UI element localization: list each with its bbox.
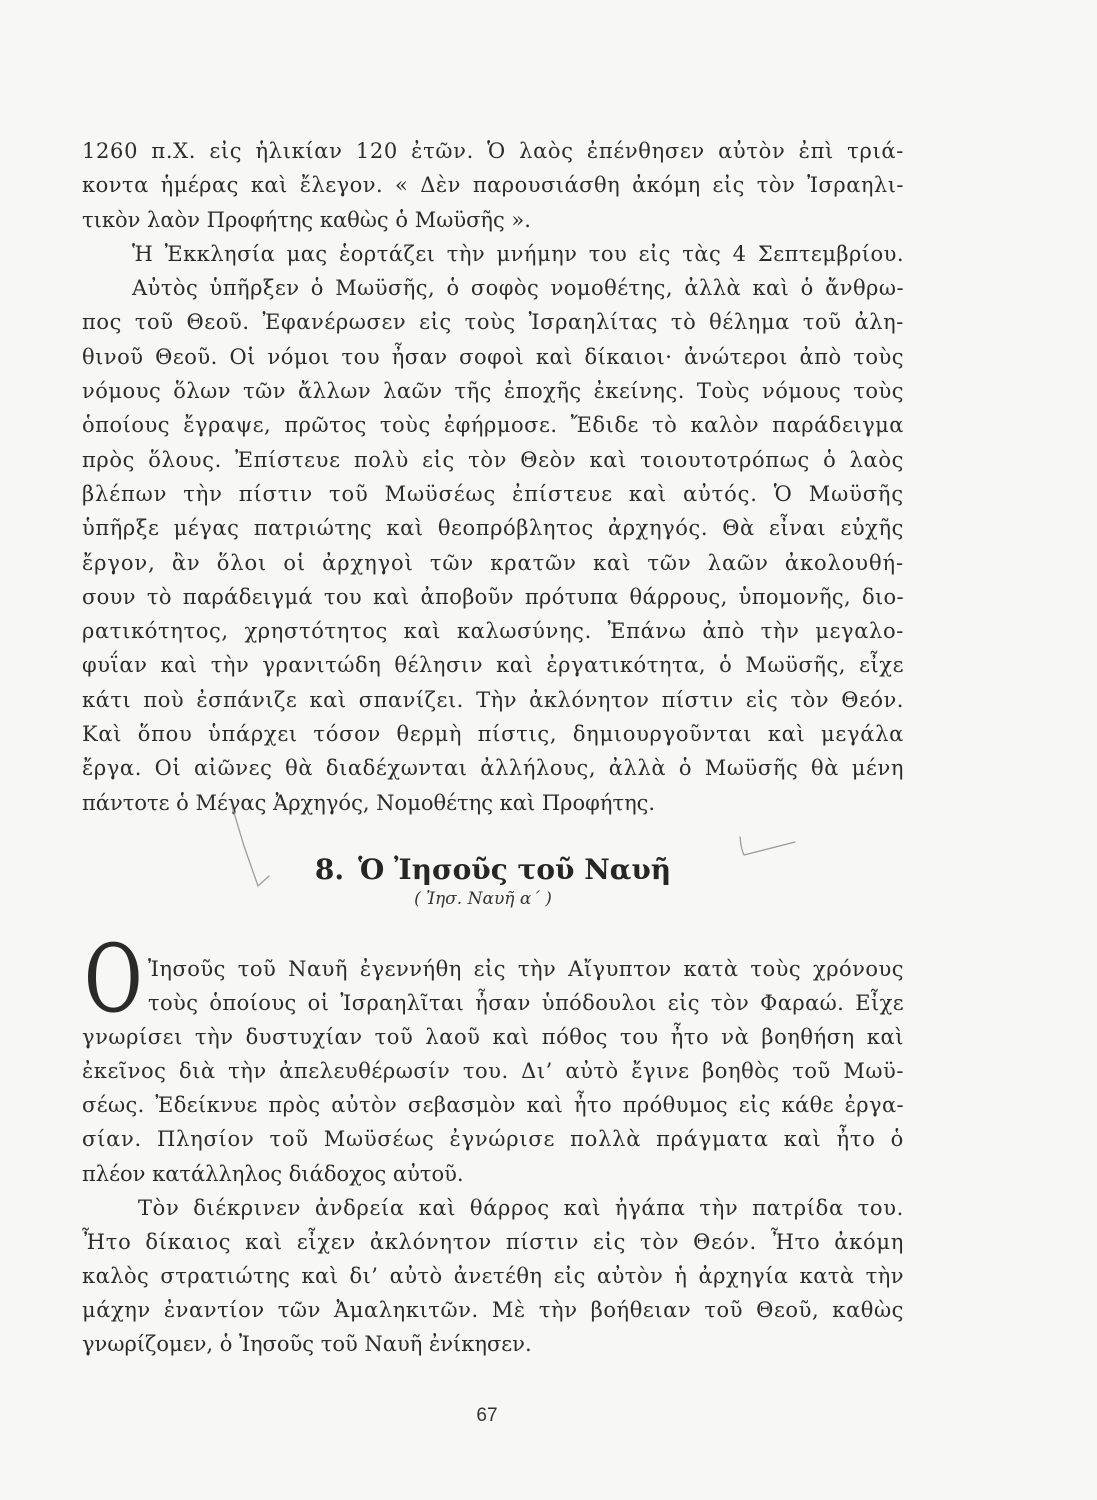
scripture-reference: ( Ἰησ. Ναυῆ α΄ ) [414,889,552,909]
chapter-number: 8. [314,853,345,886]
text-line: ἔργα. Οἱ αἰῶνες θὰ διαδέχωνται ἀλλήλους, ἀλλὰ ὁ Μωϋσῆς θὰ μένη [82,756,904,781]
text-line: γνωρίζομεν, ὁ Ἰησοῦς τοῦ Ναυῆ ἐνίκησεν. [82,1332,532,1357]
chapter-body-text [82,952,904,1361]
text-line: καλὸς στρατιώτης καὶ δι’ αὐτὸ ἀνετέθη εἰς αὐτὸν ἡ ἀρχηγία κατὰ τὴν [82,1263,904,1288]
text-line: πος τοῦ Θεοῦ. Ἐφανέρωσεν εἰς τοὺς Ἰσραηλίτας τὸ θέλημα τοῦ ἀλη- [82,310,904,335]
previous-section-text [82,134,904,820]
text-line: Αὐτὸς ὑπῆρξεν ὁ Μωϋσῆς, ὁ σοφὸς νομοθέτης, ἀλλὰ καὶ ὁ ἄνθρω- [132,276,904,301]
text-line: 1260 π.Χ. εἰς ἡλικίαν 120 ἐτῶν. Ὁ λαὸς ἐπένθησεν αὐτὸν ἐπὶ τριά- [82,139,904,163]
chapter-heading [82,850,904,890]
text-line: ὁποίους ἔγραψε, πρῶτος τοὺς ἐφήρμοσε. Ἔδιδε τὸ καλὸν παράδειγμα [82,413,904,438]
text-line: πάντοτε ὁ Μέγας Ἀρχηγός, Νομοθέτης καὶ Προφήτης. [82,790,656,815]
text-line: Τὸν διέκρινεν ἀνδρεία καὶ θάρρος καὶ ἠγάπα τὴν πατρίδα του. [138,1195,904,1220]
page-number: 67 [476,1405,498,1426]
text-line: σέως. Ἐδείκνυε πρὸς αὐτὸν σεβασμὸν καὶ ἦτο πρόθυμος εἰς κάθε ἐργα- [82,1093,904,1118]
text-line: ἐκεῖνος διὰ τὴν ἀπελευθέρωσίν του. Δι’ αὐτὸ ἔγινε βοηθὸς τοῦ Μωϋ- [82,1059,904,1084]
text-line: κοντα ἡμέρας καὶ ἔλεγον. « Δὲν παρουσιάσθη ἀκόμη εἰς τὸν Ἰσραηλι- [82,173,904,198]
paragraph [82,952,904,1191]
text-line: ρατικότητος, χρηστότητος καὶ καλωσύνης. Ἐπάνω ἀπὸ τὴν μεγαλο- [82,619,904,644]
text-line: μάχην ἐναντίον τῶν Ἀμαληκιτῶν. Μὲ τὴν βοήθειαν τοῦ Θεοῦ, καθὼς [82,1297,904,1322]
text-line: Ἦτο δίκαιος καὶ εἶχεν ἀκλόνητον πίστιν εἰς τὸν Θεόν. Ἦτο ἀκόμη [82,1229,904,1254]
text-line: Ἡ Ἐκκλησία μας ἑορτάζει τὴν μνήμην του εἰς τὰς 4 Σεπτεμβρίου. [132,241,904,266]
paragraph [82,1191,904,1361]
drop-cap: Ο [84,925,143,1034]
text-line: θινοῦ Θεοῦ. Οἱ νόμοι του ἦσαν σοφοὶ καὶ δίκαιοι· ἀνώτεροι ἀπὸ τοὺς [82,344,904,369]
text-line: ὑπῆρξε μέγας πατριώτης καὶ θεοπρόβλητος ἀρχηγός. Θὰ εἶναι εὐχῆς [82,516,904,541]
text-line: γνωρίσει τὴν δυστυχίαν τοῦ λαοῦ καὶ πόθος του ἦτο νὰ βοηθήση καὶ [82,1025,904,1050]
text-line: Ἰησοῦς τοῦ Ναυῆ ἐγεννήθη εἰς τὴν Αἴγυπτον κατὰ τοὺς χρόνους [148,957,904,981]
text-line: τικὸν λαὸν Προφήτης καθὼς ὁ Μωϋσῆς ». [82,207,531,232]
paragraph [82,134,904,237]
text-line: πλέον κατάλληλος διάδοχος αὐτοῦ. [82,1161,464,1186]
text-line: κάτι ποὺ ἐσπάνιζε καὶ σπανίζει. Τὴν ἀκλόνητον πίστιν εἰς τὸν Θεόν. [82,687,904,712]
paragraph [82,271,904,820]
text-line: σίαν. Πλησίον τοῦ Μωϋσέως ἐγνώρισε πολλὰ πράγματα καὶ ἦτο ὁ [82,1127,904,1152]
text-line: τοὺς ὁποίους οἱ Ἰσραηλῖται ἦσαν ὑπόδουλοι εἰς τὸν Φαραώ. Εἶχε [148,991,904,1016]
chapter-title: Ὁ Ἰησοῦς τοῦ Ναυῆ [358,853,672,886]
text-line: πρὸς ὅλους. Ἐπίστευε πολὺ εἰς τὸν Θεὸν καὶ τοιουτοτρόπως ὁ λαὸς [82,447,904,472]
text-line: φυΐαν καὶ τὴν γρανιτώδη θέλησιν καὶ ἐργατικότητα, ὁ Μωϋσῆς, εἶχε [82,653,904,678]
text-line: Καὶ ὅπου ὑπάρχει τόσον θερμὴ πίστις, δημιουργοῦνται καὶ μεγάλα [82,722,904,747]
paragraph [82,237,904,271]
text-line: ἔργον, ἂν ὅλοι οἱ ἀρχηγοὶ τῶν κρατῶν καὶ τῶν λαῶν ἀκολουθή- [82,550,904,575]
text-line: βλέπων τὴν πίστιν τοῦ Μωϋσέως ἐπίστευε καὶ αὐτός. Ὁ Μωϋσῆς [82,481,904,506]
text-line: σουν τὸ παράδειγμά του καὶ ἀποβοῦν πρότυπα θάρρους, ὑπομονῆς, διο- [82,584,904,609]
text-line: νόμους ὅλων τῶν ἄλλων λαῶν τῆς ἐποχῆς ἐκείνης. Τοὺς νόμους τοὺς [82,379,904,404]
